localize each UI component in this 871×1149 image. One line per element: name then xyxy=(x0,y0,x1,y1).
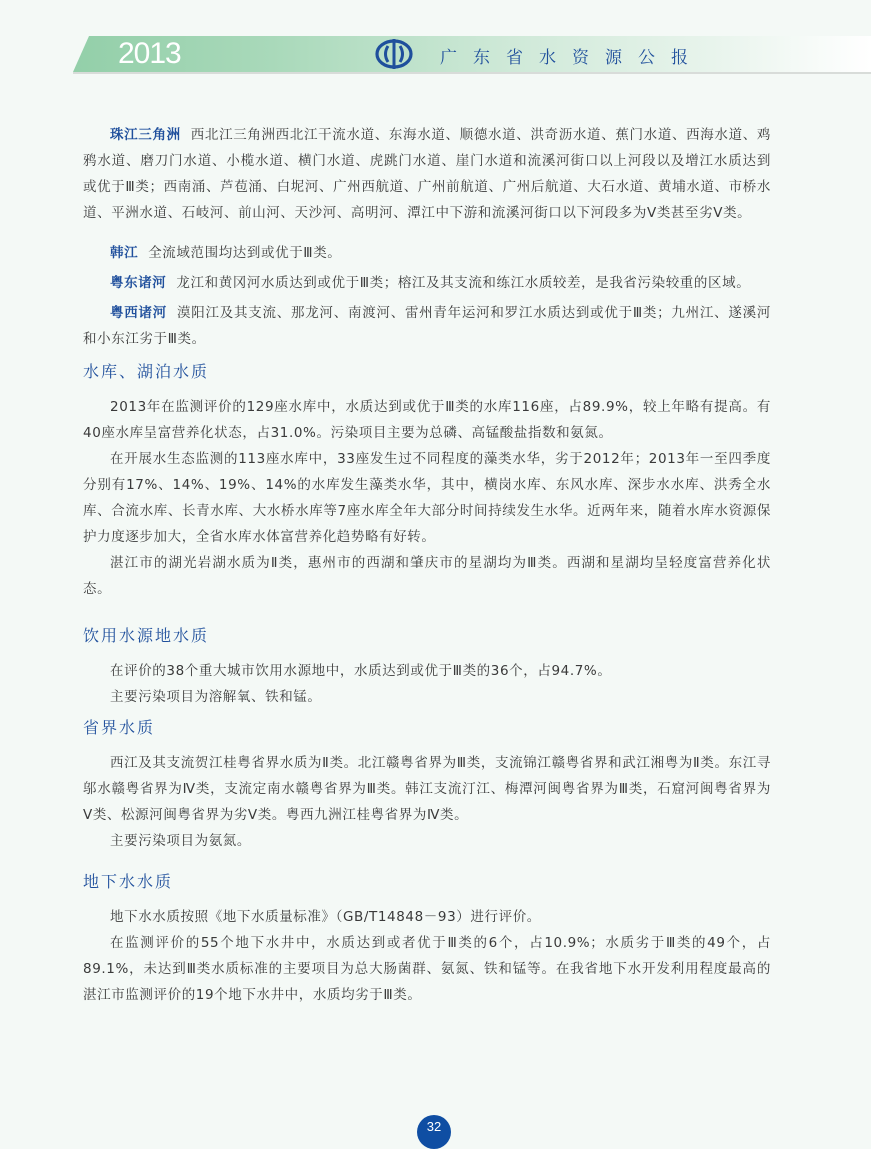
river-paragraph-hanjiang xyxy=(83,240,771,266)
river-paragraph-east xyxy=(83,270,771,296)
river-paragraph-west xyxy=(83,300,771,352)
paragraph: 在监测评价的55个地下水井中，水质达到或者优于Ⅲ类的6个，占10.9%；水质劣于Ⅲ类的49个，占89.1%，未达到Ⅲ类水质标准的主要项目为总大肠菌群、氨氮、铁和锰等。在我省地下水开发利用程度最高的湛江市监测评价的19个地下水井中，水质均劣于Ⅲ类。 xyxy=(83,935,771,1003)
river-name: 珠江三角洲 xyxy=(110,127,181,143)
paragraph: 湛江市的湖光岩湖水质为Ⅱ类，惠州市的西湖和肇庆市的星湖均为Ⅲ类。西湖和星湖均呈轻度富营养化状态。 xyxy=(83,555,771,597)
section-title-groundwater: 地下水水质 xyxy=(83,872,174,891)
header-divider xyxy=(73,72,871,74)
page-content xyxy=(83,122,771,1008)
river-name: 韩江 xyxy=(110,245,139,261)
section-title-drinking: 饮用水源地水质 xyxy=(83,626,210,645)
river-text: 全流域范围均达到或优于Ⅲ类。 xyxy=(148,245,342,261)
report-year: 2013 xyxy=(118,37,181,70)
paragraph: 地下水水质按照《地下水质量标准》（GB/T14848－93）进行评价。 xyxy=(110,909,541,925)
paragraph: 主要污染项目为氨氮。 xyxy=(110,833,251,849)
river-text: 漠阳江及其支流、那龙河、南渡河、雷州青年运河和罗江水质达到或优于Ⅲ类；九州江、遂溪河和小东江劣于Ⅲ类。 xyxy=(83,305,771,347)
report-title: 广东省水资源公报 xyxy=(440,48,704,68)
river-text: 西北江三角洲西北江干流水道、东海水道、顺德水道、洪奇沥水道、蕉门水道、西海水道、鸡鸦水道、磨刀门水道、小榄水道、横门水道、虎跳门水道、崖门水道和流溪河街口以上河段以及增江水质达到或优于Ⅲ类；西南涌、芦苞涌、白坭河、广州西航道、广州前航道、广州后航道、大石水道、黄埔水道、市桥水道、平洲水道、石岐河、前山河、天沙河、高明河、潭江中下游和流溪河街口以下河段多为Ⅴ类甚至劣Ⅴ类。 xyxy=(83,127,771,221)
water-resources-emblem-icon xyxy=(374,38,414,70)
paragraph: 西江及其支流贺江桂粤省界水质为Ⅱ类。北江赣粤省界为Ⅲ类，支流锦江赣粤省界和武江湘粤为Ⅱ类。东江寻邬水赣粤省界为Ⅳ类，支流定南水赣粤省界为Ⅲ类。韩江支流汀江、梅潭河闽粤省界为Ⅲ类，石窟河闽粤省界为Ⅴ类、松源河闽粤省界为劣Ⅴ类。粤西九洲江桂粤省界为Ⅳ类。 xyxy=(83,755,771,823)
river-name: 粤西诸河 xyxy=(110,305,167,321)
section-title-reservoir: 水库、湖泊水质 xyxy=(83,362,210,381)
paragraph: 在评价的38个重大城市饮用水源地中，水质达到或优于Ⅲ类的36个，占94.7%。 xyxy=(110,663,612,679)
paragraph: 主要污染项目为溶解氧、铁和锰。 xyxy=(110,689,322,705)
river-paragraph-pearl-delta xyxy=(83,122,771,226)
river-text: 龙江和黄冈河水质达到或优于Ⅲ类；榕江及其支流和练江水质较差，是我省污染较重的区域。 xyxy=(176,275,751,291)
page-number-badge: 32 xyxy=(417,1115,451,1149)
paragraph: 2013年在监测评价的129座水库中，水质达到或优于Ⅲ类的水库116座，占89.9%，较上年略有提高。有40座水库呈富营养化状态，占31.0%。污染项目主要为总磷、高锰酸盐指数和氨氮。 xyxy=(83,399,771,441)
section-title-boundary: 省界水质 xyxy=(83,718,156,737)
river-name: 粤东诸河 xyxy=(110,275,167,291)
paragraph: 在开展水生态监测的113座水库中，33座发生过不同程度的藻类水华，劣于2012年；2013年一至四季度分别有17%、14%、19%、14%的水库发生藻类水华，其中，横岗水库、东风水库、深步水水库、洪秀全水库、合流水库、长青水库、大水桥水库等7座水库全年大部分时间持续发生水华。近两年来，随着水库水资源保护力度逐步加大，全省水库水体富营养化趋势略有好转。 xyxy=(83,451,771,545)
